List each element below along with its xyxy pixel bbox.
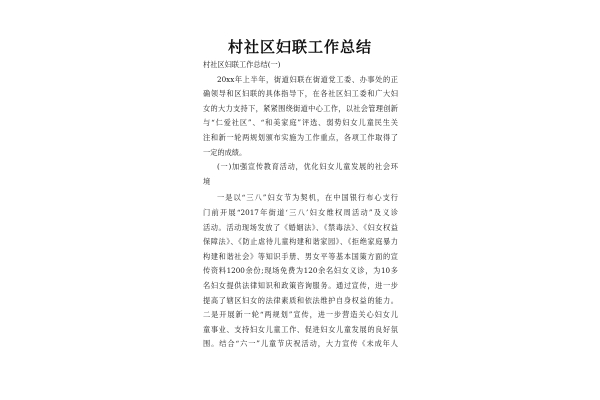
text-line: 20xx年上半年，街道妇联在街道党工委、办事处的正 [217,74,398,84]
text-line: 村社区妇联工作总结(一) [203,60,281,69]
text-line: 境 [203,176,211,186]
text-line: 二是开展新一轮“两规划”宣传，进一步营造关心妇女儿 [203,310,398,320]
text-line: 活动。活动现场发放了《婚姻法》、《禁毒法》、《妇女权益 [203,222,398,232]
text-line: 女的大力支持下，紧紧围绕街道中心工作，以社会管理创新 [203,103,398,113]
text-line: 名妇女提供法律知识和政策咨询服务。通过宣传，进一步 [203,280,398,290]
text-line: (一)加强宣传教育活动，优化妇女儿童发展的社会环 [217,162,398,172]
text-line: 门前开展“2017年街道‘三八’妇女维权周活动”及义诊 [203,207,398,217]
document-body [203,58,398,352]
text-line: 一定的成绩。 [203,147,247,157]
text-line: 构建和谐社会》等知识手册、男女平等基本国策方面的宣 [203,251,398,261]
text-line: 确领导和区妇联的具体指导下，在各社区妇工委和广大妇 [203,89,398,99]
text-line: 与“仁爱社区”、“和美家庭”评选、弱势妇女儿童民生关 [203,118,398,128]
text-line: 提高了辖区妇女的法律素质和依法维护自身权益的能力。 [203,295,398,305]
text-line: 传资料1200余份;现场免费为120余名妇女义诊，为10多 [203,266,398,276]
text-line: 注和新一轮两规划颁布实施为工作重点，各项工作取得了 [203,132,398,142]
text-line: 一是以“三八”妇女节为契机，在中国银行布心支行 [217,193,398,203]
document-title: 村社区妇联工作总结 [227,38,372,56]
text-line: 围。结合“六一”儿童节庆祝活动，大力宣传《未成年人 [203,339,398,349]
text-line: 保障法》、《防止虐待儿童构建和谐家园》、《拒绝家庭暴力 [203,237,398,247]
text-line: 童事业、支持妇女儿童工作、促进妇女儿童发展的良好氛 [203,324,398,334]
